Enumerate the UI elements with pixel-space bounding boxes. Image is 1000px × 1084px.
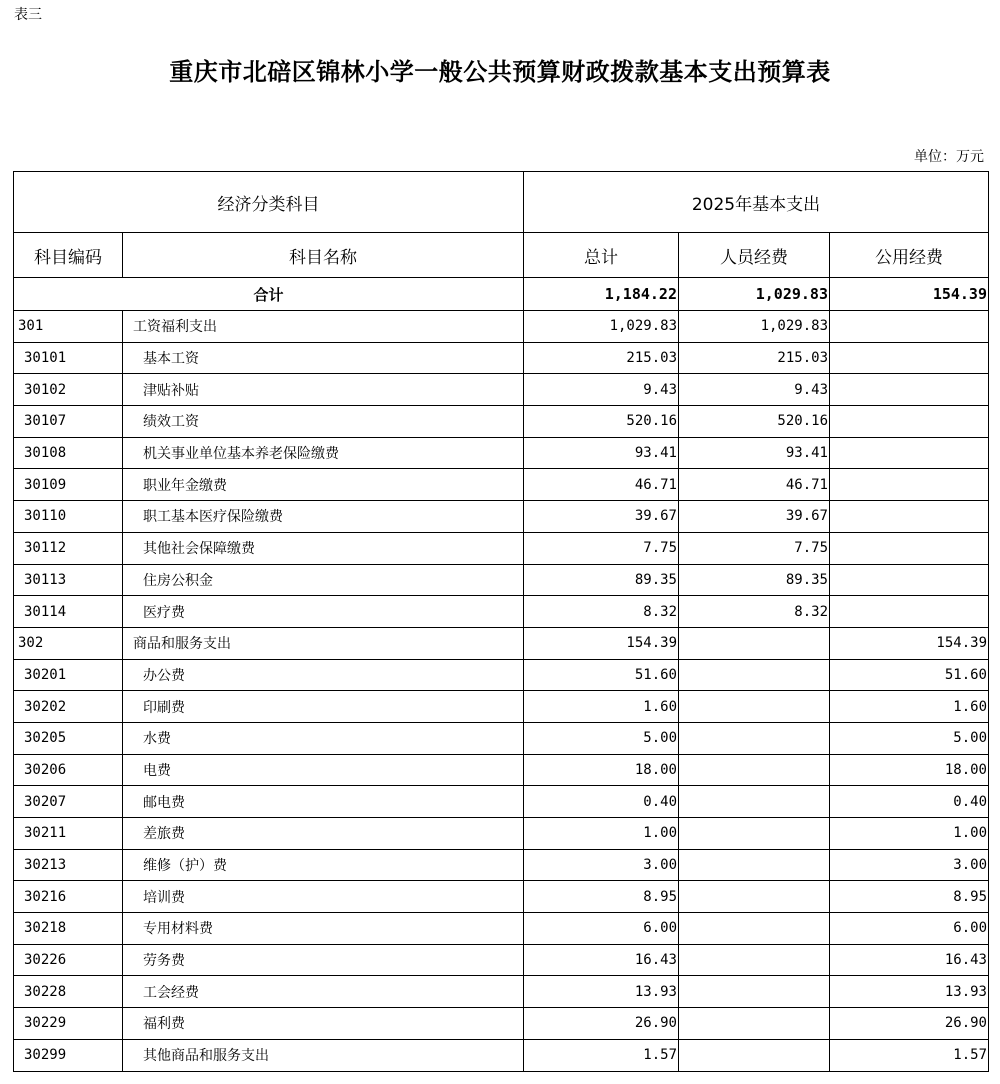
header-code: 科目编码 — [14, 233, 123, 278]
row-code: 30113 — [14, 564, 123, 596]
table-row — [14, 1039, 989, 1071]
row-total: 16.43 — [524, 944, 679, 976]
row-total: 8.95 — [524, 881, 679, 913]
table-row — [14, 691, 989, 723]
row-personnel — [679, 722, 830, 754]
table-row — [14, 976, 989, 1008]
total-sum: 1,184.22 — [524, 278, 679, 311]
table-row — [14, 849, 989, 881]
row-code: 30216 — [14, 881, 123, 913]
table-row — [14, 754, 989, 786]
row-public — [830, 374, 989, 406]
header-total: 总计 — [524, 233, 679, 278]
row-personnel — [679, 913, 830, 945]
row-code: 30107 — [14, 406, 123, 438]
row-name: 劳务费 — [123, 944, 524, 976]
row-personnel: 7.75 — [679, 532, 830, 564]
header-row-1 — [14, 172, 989, 233]
row-personnel: 46.71 — [679, 469, 830, 501]
table-row — [14, 944, 989, 976]
total-row — [14, 278, 989, 311]
row-code: 30110 — [14, 501, 123, 533]
table-row — [14, 469, 989, 501]
row-code: 30109 — [14, 469, 123, 501]
header-year-expense: 2025年基本支出 — [524, 172, 989, 233]
row-code: 30108 — [14, 437, 123, 469]
row-personnel — [679, 818, 830, 850]
row-code: 30211 — [14, 818, 123, 850]
row-total: 215.03 — [524, 342, 679, 374]
total-personnel: 1,029.83 — [679, 278, 830, 311]
row-total: 46.71 — [524, 469, 679, 501]
row-total: 9.43 — [524, 374, 679, 406]
row-personnel: 520.16 — [679, 406, 830, 438]
table-row — [14, 311, 989, 343]
row-code: 30299 — [14, 1039, 123, 1071]
table-row — [14, 437, 989, 469]
header-name: 科目名称 — [123, 233, 524, 278]
table-row — [14, 342, 989, 374]
row-total: 6.00 — [524, 913, 679, 945]
row-public — [830, 532, 989, 564]
row-personnel — [679, 1008, 830, 1040]
table-row — [14, 501, 989, 533]
table-row — [14, 627, 989, 659]
row-total: 18.00 — [524, 754, 679, 786]
row-personnel: 9.43 — [679, 374, 830, 406]
header-econ-class: 经济分类科目 — [14, 172, 524, 233]
row-total: 3.00 — [524, 849, 679, 881]
row-public: 1.00 — [830, 818, 989, 850]
row-personnel: 8.32 — [679, 596, 830, 628]
unit-label: 单位：万元 — [914, 149, 984, 165]
row-name: 津贴补贴 — [123, 374, 524, 406]
table-row — [14, 564, 989, 596]
row-total: 154.39 — [524, 627, 679, 659]
header-row-2 — [14, 233, 989, 278]
row-name: 职业年金缴费 — [123, 469, 524, 501]
row-name: 福利费 — [123, 1008, 524, 1040]
table-row — [14, 596, 989, 628]
row-code: 30207 — [14, 786, 123, 818]
row-personnel — [679, 659, 830, 691]
row-public: 0.40 — [830, 786, 989, 818]
row-code: 30202 — [14, 691, 123, 723]
row-total: 1.00 — [524, 818, 679, 850]
row-personnel: 215.03 — [679, 342, 830, 374]
row-name: 专用材料费 — [123, 913, 524, 945]
row-code: 302 — [14, 627, 123, 659]
row-total: 5.00 — [524, 722, 679, 754]
row-public: 154.39 — [830, 627, 989, 659]
row-code: 30206 — [14, 754, 123, 786]
row-total: 1,029.83 — [524, 311, 679, 343]
row-total: 520.16 — [524, 406, 679, 438]
table-row — [14, 722, 989, 754]
row-name: 绩效工资 — [123, 406, 524, 438]
row-total: 1.60 — [524, 691, 679, 723]
table-tag: 表三 — [14, 7, 42, 23]
table-row — [14, 1008, 989, 1040]
row-total: 1.57 — [524, 1039, 679, 1071]
table-row — [14, 786, 989, 818]
row-name: 基本工资 — [123, 342, 524, 374]
row-public — [830, 311, 989, 343]
row-public — [830, 406, 989, 438]
row-personnel — [679, 754, 830, 786]
row-name: 工会经费 — [123, 976, 524, 1008]
row-code: 30228 — [14, 976, 123, 1008]
row-public: 8.95 — [830, 881, 989, 913]
table-row — [14, 659, 989, 691]
row-public: 1.57 — [830, 1039, 989, 1071]
row-code: 30102 — [14, 374, 123, 406]
row-public: 51.60 — [830, 659, 989, 691]
row-total: 13.93 — [524, 976, 679, 1008]
row-public — [830, 437, 989, 469]
row-name: 职工基本医疗保险缴费 — [123, 501, 524, 533]
total-label: 合计 — [14, 278, 524, 311]
budget-table — [13, 171, 989, 1072]
row-code: 30112 — [14, 532, 123, 564]
table-row — [14, 881, 989, 913]
row-public — [830, 564, 989, 596]
page-title: 重庆市北碚区锦林小学一般公共预算财政拨款基本支出预算表 — [169, 57, 831, 86]
row-public: 13.93 — [830, 976, 989, 1008]
row-public: 16.43 — [830, 944, 989, 976]
row-public — [830, 469, 989, 501]
row-code: 30101 — [14, 342, 123, 374]
row-code: 30114 — [14, 596, 123, 628]
row-name: 机关事业单位基本养老保险缴费 — [123, 437, 524, 469]
row-name: 培训费 — [123, 881, 524, 913]
row-total: 89.35 — [524, 564, 679, 596]
row-personnel — [679, 849, 830, 881]
row-name: 电费 — [123, 754, 524, 786]
row-total: 26.90 — [524, 1008, 679, 1040]
row-total: 7.75 — [524, 532, 679, 564]
row-name: 邮电费 — [123, 786, 524, 818]
table-row — [14, 913, 989, 945]
row-personnel: 89.35 — [679, 564, 830, 596]
row-total: 51.60 — [524, 659, 679, 691]
table-row — [14, 406, 989, 438]
row-code: 30213 — [14, 849, 123, 881]
row-public: 26.90 — [830, 1008, 989, 1040]
row-public: 3.00 — [830, 849, 989, 881]
row-name: 商品和服务支出 — [123, 627, 524, 659]
row-public: 18.00 — [830, 754, 989, 786]
table-row — [14, 532, 989, 564]
row-total: 8.32 — [524, 596, 679, 628]
row-personnel — [679, 1039, 830, 1071]
row-name: 维修（护）费 — [123, 849, 524, 881]
row-name: 其他社会保障缴费 — [123, 532, 524, 564]
row-total: 93.41 — [524, 437, 679, 469]
row-personnel — [679, 881, 830, 913]
header-public: 公用经费 — [830, 233, 989, 278]
row-code: 30218 — [14, 913, 123, 945]
row-name: 印刷费 — [123, 691, 524, 723]
row-personnel: 1,029.83 — [679, 311, 830, 343]
row-personnel: 93.41 — [679, 437, 830, 469]
row-name: 医疗费 — [123, 596, 524, 628]
row-public — [830, 342, 989, 374]
row-total: 0.40 — [524, 786, 679, 818]
row-name: 工资福利支出 — [123, 311, 524, 343]
row-code: 30205 — [14, 722, 123, 754]
row-public — [830, 596, 989, 628]
row-code: 30201 — [14, 659, 123, 691]
total-public: 154.39 — [830, 278, 989, 311]
row-personnel — [679, 944, 830, 976]
row-personnel: 39.67 — [679, 501, 830, 533]
row-public: 6.00 — [830, 913, 989, 945]
row-code: 30229 — [14, 1008, 123, 1040]
row-code: 30226 — [14, 944, 123, 976]
row-personnel — [679, 691, 830, 723]
row-name: 其他商品和服务支出 — [123, 1039, 524, 1071]
header-personnel: 人员经费 — [679, 233, 830, 278]
row-total: 39.67 — [524, 501, 679, 533]
row-personnel — [679, 627, 830, 659]
row-public: 1.60 — [830, 691, 989, 723]
row-public: 5.00 — [830, 722, 989, 754]
row-code: 301 — [14, 311, 123, 343]
row-name: 办公费 — [123, 659, 524, 691]
row-name: 水费 — [123, 722, 524, 754]
row-name: 住房公积金 — [123, 564, 524, 596]
row-personnel — [679, 976, 830, 1008]
row-personnel — [679, 786, 830, 818]
row-name: 差旅费 — [123, 818, 524, 850]
row-public — [830, 501, 989, 533]
table-row — [14, 374, 989, 406]
table-row — [14, 818, 989, 850]
